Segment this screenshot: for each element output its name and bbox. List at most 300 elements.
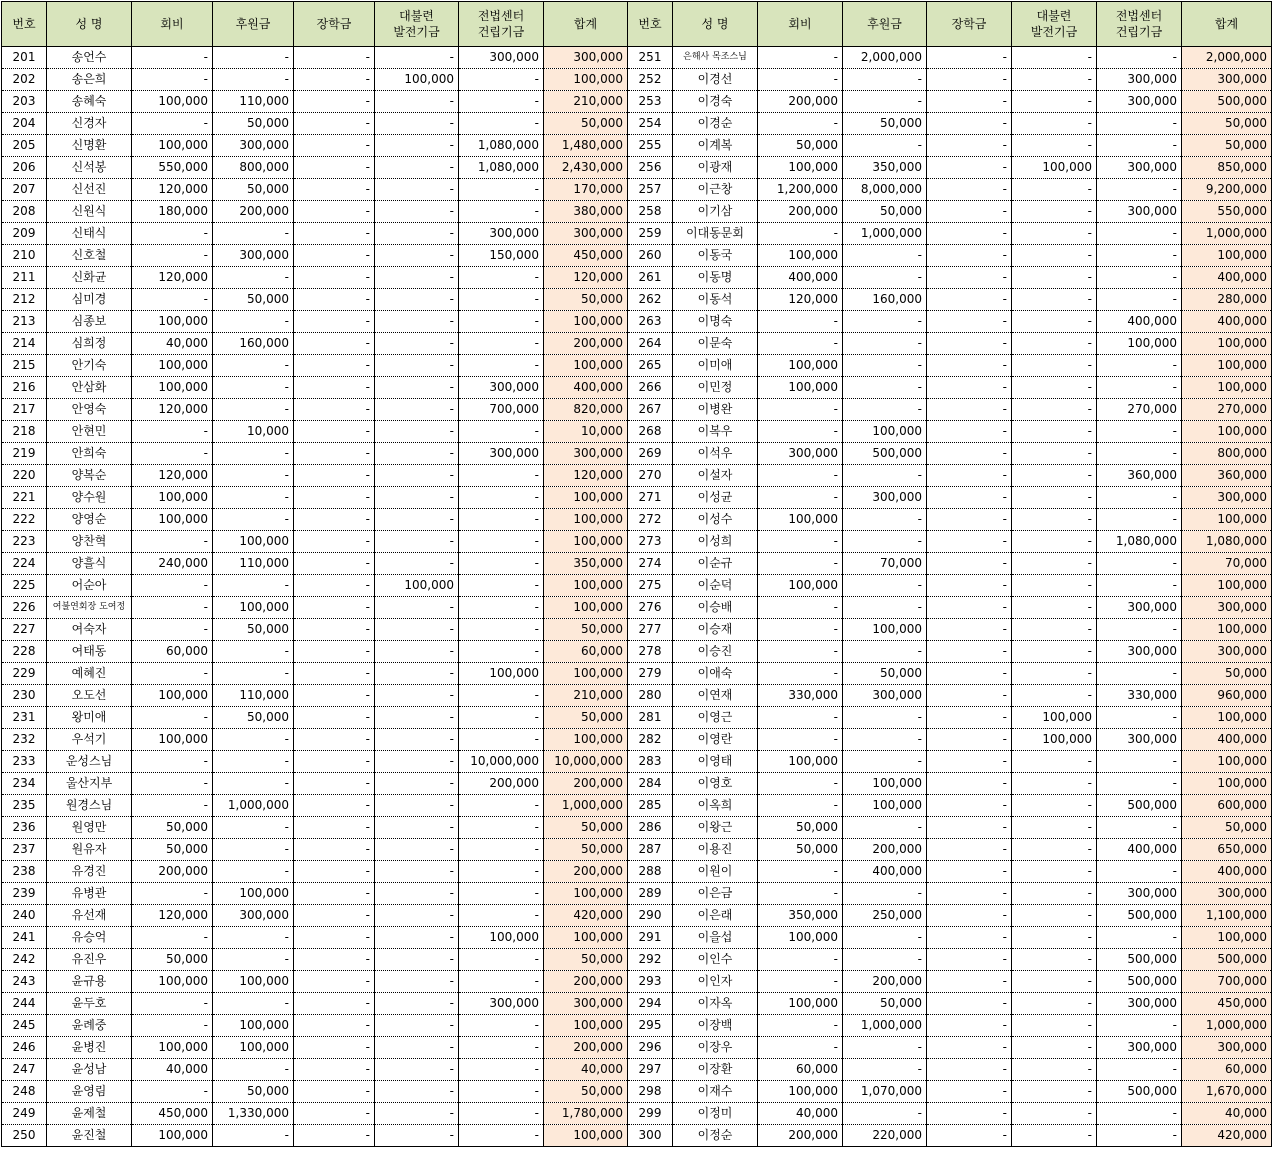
right-cell-development-fund[interactable]: - bbox=[1012, 663, 1097, 685]
right-cell-fee[interactable]: 50,000 bbox=[758, 817, 843, 839]
left-cell-development-fund[interactable]: - bbox=[375, 399, 459, 421]
right-cell-center-fund[interactable]: - bbox=[1097, 113, 1182, 135]
left-cell-center-fund[interactable]: - bbox=[459, 1059, 544, 1081]
left-cell-no[interactable]: 221 bbox=[2, 487, 47, 509]
left-cell-fee[interactable]: 120,000 bbox=[132, 905, 213, 927]
right-cell-scholarship[interactable]: - bbox=[927, 135, 1012, 157]
right-cell-sponsorship[interactable]: 100,000 bbox=[843, 773, 927, 795]
left-cell-no[interactable]: 210 bbox=[2, 245, 47, 267]
right-cell-name[interactable]: 이미애 bbox=[673, 355, 758, 377]
right-cell-name[interactable]: 이용진 bbox=[673, 839, 758, 861]
right-cell-center-fund[interactable]: - bbox=[1097, 553, 1182, 575]
left-cell-total[interactable]: 120,000 bbox=[544, 267, 628, 289]
left-cell-name[interactable]: 우석기 bbox=[47, 729, 132, 751]
left-cell-center-fund[interactable]: 10,000,000 bbox=[459, 751, 544, 773]
right-cell-fee[interactable]: - bbox=[758, 795, 843, 817]
right-cell-name[interactable]: 이동석 bbox=[673, 289, 758, 311]
left-cell-no[interactable]: 206 bbox=[2, 157, 47, 179]
right-cell-total[interactable]: 280,000 bbox=[1182, 289, 1272, 311]
left-cell-fee[interactable]: 100,000 bbox=[132, 355, 213, 377]
right-cell-fee[interactable]: - bbox=[758, 729, 843, 751]
right-cell-sponsorship[interactable]: - bbox=[843, 817, 927, 839]
right-cell-name[interactable]: 이순규 bbox=[673, 553, 758, 575]
right-cell-fee[interactable]: - bbox=[758, 69, 843, 91]
left-cell-name[interactable]: 윤두호 bbox=[47, 993, 132, 1015]
right-cell-no[interactable]: 256 bbox=[628, 157, 673, 179]
left-cell-sponsorship[interactable]: - bbox=[213, 311, 294, 333]
right-cell-sponsorship[interactable]: 100,000 bbox=[843, 795, 927, 817]
right-cell-scholarship[interactable]: - bbox=[927, 575, 1012, 597]
left-cell-no[interactable]: 228 bbox=[2, 641, 47, 663]
left-cell-sponsorship[interactable]: 100,000 bbox=[213, 883, 294, 905]
left-cell-center-fund[interactable]: - bbox=[459, 575, 544, 597]
left-cell-name[interactable]: 여불연회장 도여정 bbox=[47, 597, 132, 619]
left-cell-sponsorship[interactable]: 100,000 bbox=[213, 597, 294, 619]
left-cell-total[interactable]: 50,000 bbox=[544, 817, 628, 839]
left-cell-development-fund[interactable]: - bbox=[375, 971, 459, 993]
left-cell-sponsorship[interactable]: 100,000 bbox=[213, 1015, 294, 1037]
right-cell-development-fund[interactable]: - bbox=[1012, 113, 1097, 135]
left-cell-sponsorship[interactable]: - bbox=[213, 1059, 294, 1081]
left-cell-sponsorship[interactable]: - bbox=[213, 575, 294, 597]
right-cell-total[interactable]: 1,000,000 bbox=[1182, 223, 1272, 245]
left-cell-fee[interactable]: 240,000 bbox=[132, 553, 213, 575]
right-cell-development-fund[interactable]: - bbox=[1012, 971, 1097, 993]
right-cell-no[interactable]: 268 bbox=[628, 421, 673, 443]
right-cell-center-fund[interactable]: - bbox=[1097, 245, 1182, 267]
left-cell-sponsorship[interactable]: - bbox=[213, 399, 294, 421]
right-cell-fee[interactable]: 100,000 bbox=[758, 245, 843, 267]
right-cell-center-fund[interactable]: - bbox=[1097, 817, 1182, 839]
left-cell-sponsorship[interactable]: 50,000 bbox=[213, 707, 294, 729]
right-cell-sponsorship[interactable]: - bbox=[843, 333, 927, 355]
right-cell-name[interactable]: 이문숙 bbox=[673, 333, 758, 355]
right-cell-fee[interactable]: - bbox=[758, 883, 843, 905]
left-cell-no[interactable]: 217 bbox=[2, 399, 47, 421]
left-cell-scholarship[interactable]: - bbox=[294, 399, 375, 421]
right-cell-sponsorship[interactable]: - bbox=[843, 575, 927, 597]
right-header-name[interactable]: 성 명 bbox=[673, 2, 758, 47]
right-cell-fee[interactable]: 200,000 bbox=[758, 201, 843, 223]
right-cell-fee[interactable]: - bbox=[758, 1037, 843, 1059]
left-cell-center-fund[interactable]: - bbox=[459, 905, 544, 927]
right-cell-total[interactable]: 50,000 bbox=[1182, 817, 1272, 839]
right-cell-total[interactable]: 40,000 bbox=[1182, 1103, 1272, 1125]
left-cell-name[interactable]: 예혜진 bbox=[47, 663, 132, 685]
right-cell-no[interactable]: 253 bbox=[628, 91, 673, 113]
left-cell-sponsorship[interactable]: 50,000 bbox=[213, 1081, 294, 1103]
right-cell-center-fund[interactable]: - bbox=[1097, 135, 1182, 157]
right-cell-development-fund[interactable]: - bbox=[1012, 817, 1097, 839]
right-cell-fee[interactable]: - bbox=[758, 971, 843, 993]
right-cell-sponsorship[interactable]: 400,000 bbox=[843, 861, 927, 883]
right-cell-center-fund[interactable]: - bbox=[1097, 47, 1182, 69]
left-cell-sponsorship[interactable]: 300,000 bbox=[213, 135, 294, 157]
left-cell-name[interactable]: 양흘식 bbox=[47, 553, 132, 575]
left-cell-fee[interactable]: - bbox=[132, 443, 213, 465]
right-cell-name[interactable]: 이장환 bbox=[673, 1059, 758, 1081]
right-cell-scholarship[interactable]: - bbox=[927, 113, 1012, 135]
right-cell-center-fund[interactable]: - bbox=[1097, 861, 1182, 883]
right-cell-total[interactable]: 70,000 bbox=[1182, 553, 1272, 575]
left-cell-development-fund[interactable]: - bbox=[375, 91, 459, 113]
right-cell-total[interactable]: 300,000 bbox=[1182, 1037, 1272, 1059]
right-cell-no[interactable]: 264 bbox=[628, 333, 673, 355]
right-cell-sponsorship[interactable]: 1,070,000 bbox=[843, 1081, 927, 1103]
right-cell-development-fund[interactable]: - bbox=[1012, 883, 1097, 905]
right-cell-total[interactable]: 500,000 bbox=[1182, 949, 1272, 971]
right-cell-total[interactable]: 2,000,000 bbox=[1182, 47, 1272, 69]
right-cell-development-fund[interactable]: - bbox=[1012, 1125, 1097, 1147]
left-cell-no[interactable]: 223 bbox=[2, 531, 47, 553]
left-cell-development-fund[interactable]: - bbox=[375, 817, 459, 839]
left-cell-no[interactable]: 216 bbox=[2, 377, 47, 399]
right-cell-development-fund[interactable]: - bbox=[1012, 69, 1097, 91]
left-cell-no[interactable]: 238 bbox=[2, 861, 47, 883]
right-cell-center-fund[interactable]: - bbox=[1097, 773, 1182, 795]
left-cell-no[interactable]: 218 bbox=[2, 421, 47, 443]
left-cell-fee[interactable]: 450,000 bbox=[132, 1103, 213, 1125]
left-cell-no[interactable]: 202 bbox=[2, 69, 47, 91]
right-cell-scholarship[interactable]: - bbox=[927, 817, 1012, 839]
right-cell-center-fund[interactable]: 300,000 bbox=[1097, 729, 1182, 751]
right-cell-center-fund[interactable]: 300,000 bbox=[1097, 69, 1182, 91]
left-cell-development-fund[interactable]: - bbox=[375, 1015, 459, 1037]
left-cell-total[interactable]: 2,430,000 bbox=[544, 157, 628, 179]
left-cell-sponsorship[interactable]: 110,000 bbox=[213, 685, 294, 707]
right-cell-no[interactable]: 263 bbox=[628, 311, 673, 333]
left-cell-name[interactable]: 여태동 bbox=[47, 641, 132, 663]
left-cell-scholarship[interactable]: - bbox=[294, 355, 375, 377]
left-cell-development-fund[interactable]: - bbox=[375, 685, 459, 707]
right-cell-total[interactable]: 400,000 bbox=[1182, 311, 1272, 333]
right-cell-development-fund[interactable]: - bbox=[1012, 47, 1097, 69]
right-cell-no[interactable]: 278 bbox=[628, 641, 673, 663]
right-cell-center-fund[interactable]: - bbox=[1097, 1103, 1182, 1125]
right-cell-fee[interactable]: - bbox=[758, 949, 843, 971]
left-cell-name[interactable]: 신경자 bbox=[47, 113, 132, 135]
right-cell-center-fund[interactable]: - bbox=[1097, 1059, 1182, 1081]
left-cell-sponsorship[interactable]: - bbox=[213, 443, 294, 465]
right-cell-name[interactable]: 이승배 bbox=[673, 597, 758, 619]
right-cell-no[interactable]: 254 bbox=[628, 113, 673, 135]
right-cell-name[interactable]: 은해사 목조스님 bbox=[673, 47, 758, 69]
left-cell-no[interactable]: 207 bbox=[2, 179, 47, 201]
right-cell-development-fund[interactable]: - bbox=[1012, 619, 1097, 641]
right-cell-center-fund[interactable]: 270,000 bbox=[1097, 399, 1182, 421]
right-cell-development-fund[interactable]: - bbox=[1012, 289, 1097, 311]
right-cell-no[interactable]: 279 bbox=[628, 663, 673, 685]
right-cell-sponsorship[interactable]: - bbox=[843, 399, 927, 421]
left-cell-no[interactable]: 246 bbox=[2, 1037, 47, 1059]
right-cell-name[interactable]: 이장우 bbox=[673, 1037, 758, 1059]
left-cell-development-fund[interactable]: - bbox=[375, 355, 459, 377]
left-cell-scholarship[interactable]: - bbox=[294, 597, 375, 619]
left-cell-fee[interactable]: - bbox=[132, 421, 213, 443]
right-cell-sponsorship[interactable]: - bbox=[843, 729, 927, 751]
left-cell-sponsorship[interactable]: 300,000 bbox=[213, 905, 294, 927]
right-cell-scholarship[interactable]: - bbox=[927, 223, 1012, 245]
left-cell-sponsorship[interactable]: 50,000 bbox=[213, 113, 294, 135]
left-cell-sponsorship[interactable]: - bbox=[213, 465, 294, 487]
right-cell-name[interactable]: 이영태 bbox=[673, 751, 758, 773]
right-cell-name[interactable]: 이영란 bbox=[673, 729, 758, 751]
left-cell-development-fund[interactable]: - bbox=[375, 531, 459, 553]
right-header-sponsorship[interactable]: 후원금 bbox=[843, 2, 927, 47]
right-cell-scholarship[interactable]: - bbox=[927, 245, 1012, 267]
left-cell-no[interactable]: 225 bbox=[2, 575, 47, 597]
left-cell-fee[interactable]: - bbox=[132, 619, 213, 641]
left-cell-scholarship[interactable]: - bbox=[294, 751, 375, 773]
left-cell-development-fund[interactable]: - bbox=[375, 487, 459, 509]
left-cell-center-fund[interactable]: - bbox=[459, 883, 544, 905]
left-cell-center-fund[interactable]: - bbox=[459, 179, 544, 201]
right-cell-total[interactable]: 100,000 bbox=[1182, 927, 1272, 949]
right-cell-name[interactable]: 이자옥 bbox=[673, 993, 758, 1015]
right-cell-center-fund[interactable]: - bbox=[1097, 443, 1182, 465]
left-cell-sponsorship[interactable]: 50,000 bbox=[213, 619, 294, 641]
left-cell-development-fund[interactable]: - bbox=[375, 839, 459, 861]
right-cell-fee[interactable]: - bbox=[758, 641, 843, 663]
left-cell-scholarship[interactable]: - bbox=[294, 1081, 375, 1103]
right-cell-scholarship[interactable]: - bbox=[927, 157, 1012, 179]
left-cell-fee[interactable]: - bbox=[132, 47, 213, 69]
left-cell-no[interactable]: 237 bbox=[2, 839, 47, 861]
right-cell-name[interactable]: 이동국 bbox=[673, 245, 758, 267]
right-cell-name[interactable]: 이영근 bbox=[673, 707, 758, 729]
left-cell-development-fund[interactable]: - bbox=[375, 311, 459, 333]
right-cell-fee[interactable]: - bbox=[758, 553, 843, 575]
right-cell-sponsorship[interactable]: - bbox=[843, 509, 927, 531]
left-cell-development-fund[interactable]: - bbox=[375, 795, 459, 817]
right-cell-name[interactable]: 이석우 bbox=[673, 443, 758, 465]
right-cell-total[interactable]: 1,100,000 bbox=[1182, 905, 1272, 927]
left-cell-name[interactable]: 양복순 bbox=[47, 465, 132, 487]
right-cell-scholarship[interactable]: - bbox=[927, 971, 1012, 993]
left-cell-center-fund[interactable]: - bbox=[459, 113, 544, 135]
left-cell-name[interactable]: 심희정 bbox=[47, 333, 132, 355]
right-cell-center-fund[interactable]: 300,000 bbox=[1097, 597, 1182, 619]
left-cell-sponsorship[interactable]: - bbox=[213, 509, 294, 531]
left-cell-development-fund[interactable]: 100,000 bbox=[375, 575, 459, 597]
left-cell-sponsorship[interactable]: 200,000 bbox=[213, 201, 294, 223]
right-cell-no[interactable]: 282 bbox=[628, 729, 673, 751]
left-header-name[interactable]: 성 명 bbox=[47, 2, 132, 47]
left-cell-scholarship[interactable]: - bbox=[294, 993, 375, 1015]
right-cell-no[interactable]: 284 bbox=[628, 773, 673, 795]
left-cell-total[interactable]: 200,000 bbox=[544, 333, 628, 355]
left-cell-sponsorship[interactable]: - bbox=[213, 993, 294, 1015]
left-cell-sponsorship[interactable]: 100,000 bbox=[213, 531, 294, 553]
left-cell-total[interactable]: 380,000 bbox=[544, 201, 628, 223]
right-header-scholarship[interactable]: 장학금 bbox=[927, 2, 1012, 47]
right-cell-fee[interactable]: - bbox=[758, 707, 843, 729]
right-cell-center-fund[interactable]: 300,000 bbox=[1097, 157, 1182, 179]
left-cell-scholarship[interactable]: - bbox=[294, 245, 375, 267]
left-cell-no[interactable]: 230 bbox=[2, 685, 47, 707]
left-cell-scholarship[interactable]: - bbox=[294, 839, 375, 861]
left-cell-development-fund[interactable]: - bbox=[375, 267, 459, 289]
left-cell-center-fund[interactable]: - bbox=[459, 333, 544, 355]
left-cell-total[interactable]: 300,000 bbox=[544, 223, 628, 245]
left-header-center-fund[interactable]: 전법센터 건립기금 bbox=[459, 2, 544, 47]
right-cell-sponsorship[interactable]: 100,000 bbox=[843, 421, 927, 443]
left-cell-total[interactable]: 300,000 bbox=[544, 47, 628, 69]
left-cell-center-fund[interactable]: 300,000 bbox=[459, 223, 544, 245]
left-cell-name[interactable]: 양수원 bbox=[47, 487, 132, 509]
left-cell-development-fund[interactable]: 100,000 bbox=[375, 69, 459, 91]
right-cell-scholarship[interactable]: - bbox=[927, 443, 1012, 465]
left-cell-no[interactable]: 244 bbox=[2, 993, 47, 1015]
right-cell-development-fund[interactable]: 100,000 bbox=[1012, 157, 1097, 179]
left-cell-development-fund[interactable]: - bbox=[375, 47, 459, 69]
right-header-total[interactable]: 합계 bbox=[1182, 2, 1272, 47]
right-cell-sponsorship[interactable]: 70,000 bbox=[843, 553, 927, 575]
left-cell-no[interactable]: 203 bbox=[2, 91, 47, 113]
left-cell-no[interactable]: 248 bbox=[2, 1081, 47, 1103]
right-cell-no[interactable]: 273 bbox=[628, 531, 673, 553]
right-cell-sponsorship[interactable]: - bbox=[843, 355, 927, 377]
left-cell-sponsorship[interactable]: - bbox=[213, 839, 294, 861]
left-cell-name[interactable]: 안기숙 bbox=[47, 355, 132, 377]
left-cell-sponsorship[interactable]: 100,000 bbox=[213, 1037, 294, 1059]
right-cell-center-fund[interactable]: - bbox=[1097, 927, 1182, 949]
left-cell-name[interactable]: 원경스님 bbox=[47, 795, 132, 817]
left-cell-development-fund[interactable]: - bbox=[375, 443, 459, 465]
left-cell-total[interactable]: 300,000 bbox=[544, 443, 628, 465]
left-cell-sponsorship[interactable]: 1,330,000 bbox=[213, 1103, 294, 1125]
left-cell-development-fund[interactable]: - bbox=[375, 663, 459, 685]
right-header-no[interactable]: 번호 bbox=[628, 2, 673, 47]
right-cell-development-fund[interactable]: - bbox=[1012, 1103, 1097, 1125]
right-cell-sponsorship[interactable]: - bbox=[843, 707, 927, 729]
left-cell-name[interactable]: 유병관 bbox=[47, 883, 132, 905]
right-cell-development-fund[interactable]: - bbox=[1012, 795, 1097, 817]
right-cell-no[interactable]: 296 bbox=[628, 1037, 673, 1059]
left-cell-no[interactable]: 242 bbox=[2, 949, 47, 971]
left-cell-total[interactable]: 50,000 bbox=[544, 619, 628, 641]
left-cell-sponsorship[interactable]: - bbox=[213, 47, 294, 69]
left-cell-total[interactable]: 200,000 bbox=[544, 861, 628, 883]
right-cell-development-fund[interactable]: - bbox=[1012, 531, 1097, 553]
right-cell-no[interactable]: 261 bbox=[628, 267, 673, 289]
left-cell-fee[interactable]: 100,000 bbox=[132, 487, 213, 509]
left-cell-development-fund[interactable]: - bbox=[375, 1059, 459, 1081]
left-cell-fee[interactable]: - bbox=[132, 773, 213, 795]
left-cell-total[interactable]: 120,000 bbox=[544, 465, 628, 487]
right-cell-total[interactable]: 9,200,000 bbox=[1182, 179, 1272, 201]
right-cell-total[interactable]: 100,000 bbox=[1182, 509, 1272, 531]
left-cell-center-fund[interactable]: - bbox=[459, 267, 544, 289]
right-cell-name[interactable]: 이정순 bbox=[673, 1125, 758, 1147]
right-cell-name[interactable]: 이원이 bbox=[673, 861, 758, 883]
left-cell-center-fund[interactable]: - bbox=[459, 1103, 544, 1125]
left-cell-no[interactable]: 234 bbox=[2, 773, 47, 795]
right-cell-total[interactable]: 100,000 bbox=[1182, 377, 1272, 399]
right-cell-scholarship[interactable]: - bbox=[927, 333, 1012, 355]
left-cell-development-fund[interactable]: - bbox=[375, 707, 459, 729]
right-cell-name[interactable]: 이광재 bbox=[673, 157, 758, 179]
left-cell-sponsorship[interactable]: - bbox=[213, 817, 294, 839]
left-cell-sponsorship[interactable]: - bbox=[213, 69, 294, 91]
right-cell-name[interactable]: 이계복 bbox=[673, 135, 758, 157]
left-cell-no[interactable]: 245 bbox=[2, 1015, 47, 1037]
left-cell-name[interactable]: 유승억 bbox=[47, 927, 132, 949]
right-cell-scholarship[interactable]: - bbox=[927, 707, 1012, 729]
right-cell-center-fund[interactable]: 400,000 bbox=[1097, 839, 1182, 861]
left-cell-fee[interactable]: 50,000 bbox=[132, 839, 213, 861]
left-cell-name[interactable]: 송언수 bbox=[47, 47, 132, 69]
left-cell-no[interactable]: 236 bbox=[2, 817, 47, 839]
right-cell-development-fund[interactable]: - bbox=[1012, 575, 1097, 597]
right-cell-center-fund[interactable]: 100,000 bbox=[1097, 333, 1182, 355]
left-cell-no[interactable]: 235 bbox=[2, 795, 47, 817]
right-cell-development-fund[interactable]: - bbox=[1012, 91, 1097, 113]
right-cell-scholarship[interactable]: - bbox=[927, 1125, 1012, 1147]
left-cell-name[interactable]: 심미경 bbox=[47, 289, 132, 311]
left-cell-center-fund[interactable]: - bbox=[459, 201, 544, 223]
left-cell-scholarship[interactable]: - bbox=[294, 91, 375, 113]
left-cell-fee[interactable]: 100,000 bbox=[132, 91, 213, 113]
right-cell-center-fund[interactable]: 300,000 bbox=[1097, 993, 1182, 1015]
left-cell-development-fund[interactable]: - bbox=[375, 223, 459, 245]
right-cell-name[interactable]: 이성수 bbox=[673, 509, 758, 531]
right-cell-sponsorship[interactable]: - bbox=[843, 1103, 927, 1125]
left-cell-no[interactable]: 229 bbox=[2, 663, 47, 685]
left-cell-sponsorship[interactable]: - bbox=[213, 729, 294, 751]
left-cell-fee[interactable]: 60,000 bbox=[132, 641, 213, 663]
left-cell-development-fund[interactable]: - bbox=[375, 1081, 459, 1103]
right-cell-sponsorship[interactable]: 220,000 bbox=[843, 1125, 927, 1147]
right-cell-scholarship[interactable]: - bbox=[927, 553, 1012, 575]
left-cell-center-fund[interactable]: - bbox=[459, 949, 544, 971]
left-cell-center-fund[interactable]: 200,000 bbox=[459, 773, 544, 795]
right-cell-fee[interactable]: - bbox=[758, 619, 843, 641]
right-cell-fee[interactable]: 100,000 bbox=[758, 1081, 843, 1103]
left-cell-scholarship[interactable]: - bbox=[294, 1037, 375, 1059]
right-cell-sponsorship[interactable]: - bbox=[843, 267, 927, 289]
right-cell-development-fund[interactable]: - bbox=[1012, 905, 1097, 927]
right-cell-no[interactable]: 255 bbox=[628, 135, 673, 157]
right-cell-total[interactable]: 1,670,000 bbox=[1182, 1081, 1272, 1103]
left-cell-sponsorship[interactable]: 50,000 bbox=[213, 179, 294, 201]
left-cell-total[interactable]: 1,480,000 bbox=[544, 135, 628, 157]
left-header-no[interactable]: 번호 bbox=[2, 2, 47, 47]
left-cell-scholarship[interactable]: - bbox=[294, 223, 375, 245]
left-cell-fee[interactable]: 100,000 bbox=[132, 135, 213, 157]
left-cell-scholarship[interactable]: - bbox=[294, 575, 375, 597]
right-cell-total[interactable]: 100,000 bbox=[1182, 751, 1272, 773]
left-cell-fee[interactable]: - bbox=[132, 597, 213, 619]
right-cell-sponsorship[interactable]: 8,000,000 bbox=[843, 179, 927, 201]
left-cell-sponsorship[interactable]: - bbox=[213, 223, 294, 245]
left-cell-name[interactable]: 심종보 bbox=[47, 311, 132, 333]
right-cell-name[interactable]: 이성희 bbox=[673, 531, 758, 553]
left-cell-sponsorship[interactable]: 100,000 bbox=[213, 971, 294, 993]
right-cell-center-fund[interactable]: - bbox=[1097, 421, 1182, 443]
left-cell-sponsorship[interactable]: - bbox=[213, 641, 294, 663]
right-cell-development-fund[interactable]: - bbox=[1012, 1081, 1097, 1103]
left-cell-name[interactable]: 윤규용 bbox=[47, 971, 132, 993]
right-cell-center-fund[interactable]: - bbox=[1097, 509, 1182, 531]
left-cell-total[interactable]: 100,000 bbox=[544, 487, 628, 509]
left-cell-no[interactable]: 241 bbox=[2, 927, 47, 949]
right-cell-sponsorship[interactable]: - bbox=[843, 135, 927, 157]
right-cell-scholarship[interactable]: - bbox=[927, 795, 1012, 817]
left-cell-development-fund[interactable]: - bbox=[375, 729, 459, 751]
right-cell-fee[interactable]: 200,000 bbox=[758, 91, 843, 113]
left-cell-total[interactable]: 40,000 bbox=[544, 1059, 628, 1081]
